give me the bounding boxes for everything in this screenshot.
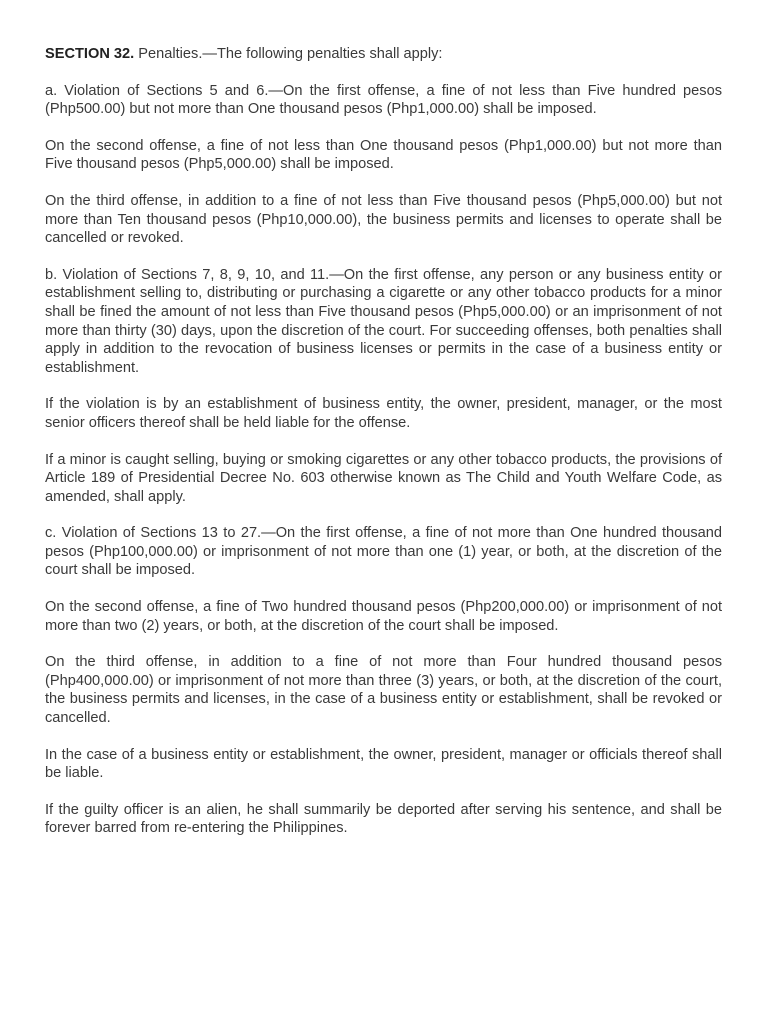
section-heading: [45, 45, 722, 64]
paragraph: On the third offense, in addition to a fine of not more than Four hundred thousand pesos (Php400,000.00) or imprisonment of not more than three (3) years, or both, at the discretion of the court, the business permits and licenses, in the case of a business entity or establishment, shall be revoked or cancelled.: [45, 654, 722, 727]
paragraph: In the case of a business entity or establishment, the owner, president, manager or officials thereof shall be liable.: [45, 746, 722, 782]
paragraph: c. Violation of Sections 13 to 27.—On the first offense, a fine of not more than One hundred thousand pesos (Php100,000.00) or imprisonment of not more than one (1) year, or both, at the discretion of the court shall be imposed.: [45, 525, 722, 579]
paragraph: On the second offense, a fine of Two hundred thousand pesos (Php200,000.00) or imprisonment of not more than two (2) years, or both, at the discretion of the court shall be imposed.: [45, 599, 722, 634]
paragraph: On the second offense, a fine of not less than One thousand pesos (Php1,000.00) but not more than Five thousand pesos (Php5,000.00) shall be imposed.: [45, 137, 722, 173]
paragraph: a. Violation of Sections 5 and 6.—On the first offense, a fine of not less than Five hundred pesos (Php500.00) but not more than One thousand pesos (Php1,000.00) shall be imposed.: [45, 82, 722, 118]
paragraph: On the third offense, in addition to a fine of not less than Five thousand pesos (Php5,000.00) but not more than Ten thousand pesos (Php10,000.00), the business permits and licenses to operate shall be cancelled or revoked.: [45, 192, 722, 247]
paragraph: If a minor is caught selling, buying or smoking cigarettes or any other tobacco products, the provisions of Article 189 of Presidential Decree No. 603 otherwise known as The Child and Youth Welfare Code, as amended, shall apply.: [45, 451, 722, 505]
paragraph: If the violation is by an establishment of business entity, the owner, president, manager, or the most senior officers thereof shall be held liable for the offense.: [45, 396, 722, 431]
section-label: SECTION 32.: [45, 46, 135, 62]
paragraph: b. Violation of Sections 7, 8, 9, 10, and 11.—On the first offense, any person or any business entity or establishment selling to, distributing or purchasing a cigarette or any other tobacco products for a minor shall be fined the amount of not less than Five thousand pesos (Php5,000.00) or an imprisonment of not more than thirty (30) days, upon the discretion of the court. For succeeding offenses, both penalties shall apply in addition to the revocation of business licenses or permits in the case of a business entity or establishment.: [45, 266, 722, 376]
section-title: Penalties.—The following penalties shall apply:: [138, 46, 443, 62]
paragraph: If the guilty officer is an alien, he shall summarily be deported after serving his sentence, and shall be forever barred from re-entering the Philippines.: [45, 801, 722, 837]
document-page: [45, 45, 722, 838]
